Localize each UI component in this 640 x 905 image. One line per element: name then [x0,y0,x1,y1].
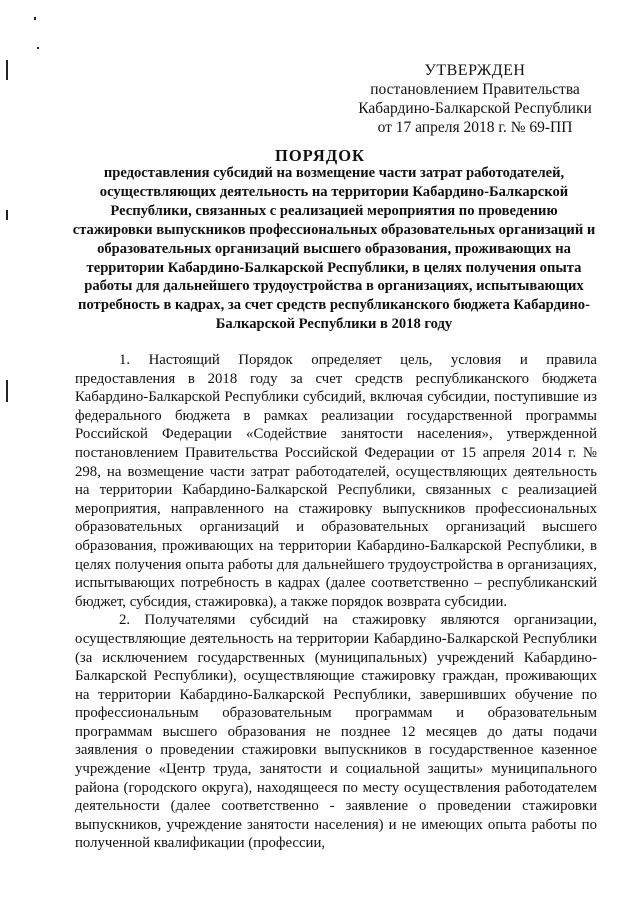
approval-line: Кабардино-Балкарской Республики [358,100,592,117]
paragraph-1: 1. Настоящий Порядок определяет цель, условия и правила предоставления в 2018 году за счет средств республиканского бюджета Кабардино-Балкарской Республики субсидий, включая субсидии, поступившие из федерального бюджета в рамках реализации государственной программы Российской Федерации «Содействие занятости населения», утвержденной постановлением Правительства Российской Федерации от 15 апреля 2014 г. № 298, на возмещение части затрат работодателей, осуществляющих деятельность на территории Кабардино-Балкарской Республики, связанных с реализацией мероприятия, направленного на стажировку выпускников профессиональных образовательных организаций и образовательных организаций высшего образования, проживающих на территории Кабардино-Балкарской Республики, в целях получения опыта работы для дальнейшего трудоустройства в организациях, испытывающих потребность в кадрах (далее соответственно – республиканский бюджет, субсидия, стажировка), а также порядок возврата субсидии. [75,352,597,610]
document-body [75,351,597,853]
approval-line: от 17 апреля 2018 г. № 69-ПП [377,119,573,136]
scan-artifact-mark [6,210,8,220]
approval-block [330,61,620,137]
approval-line: постановлением Правительства [370,81,580,98]
scan-artifact-mark [6,60,8,80]
approval-heading: УТВЕРЖДЕН [424,62,526,79]
document-title: ПОРЯДОК [275,146,365,165]
scan-artifact-mark [37,47,39,49]
document-subtitle: предоставления субсидий на возмещение части затрат работодателей, осуществляющих деятельность на территории Кабардино-Балкарской Республики, связанных с реализацией мероприятия по проведению стажировки выпускников профессиональных образовательных организаций и образовательных организаций высшего образования, проживающих на территории Кабардино-Балкарской Республики, в целях получения опыта работы для дальнейшего трудоустройства в организациях, испытывающих потребность в кадрах, за счет средств республиканского бюджета Кабардино-Балкарской Республики в 2018 году [72,165,596,333]
paragraph-2: 2. Получателями субсидий на стажировку являются организации, осуществляющие деятельность на территории Кабардино-Балкарской Республики (за исключением государственных (муниципальных) учреждений Кабардино-Балкарской Республики), осуществляющие стажировку граждан, проживающих на территории Кабардино-Балкарской Республики, завершивших обучение по профессиональным образовательным программам и образовательным программам высшего образования не позднее 12 месяцев до даты подачи заявления о проведении стажировки выпускников в государственное казенное учреждение «Центр труда, занятости и социальной защиты» муниципального района (городского округа), находящееся по месту осуществления работодателем деятельности (далее соответственно - заявление о проведении стажировки выпускников, учреждение занятости населения) и не имеющих опыта работы по полученной квалификации (профессии, [75,612,597,852]
scan-artifact-mark [6,380,8,402]
scan-artifact-mark [34,17,36,20]
